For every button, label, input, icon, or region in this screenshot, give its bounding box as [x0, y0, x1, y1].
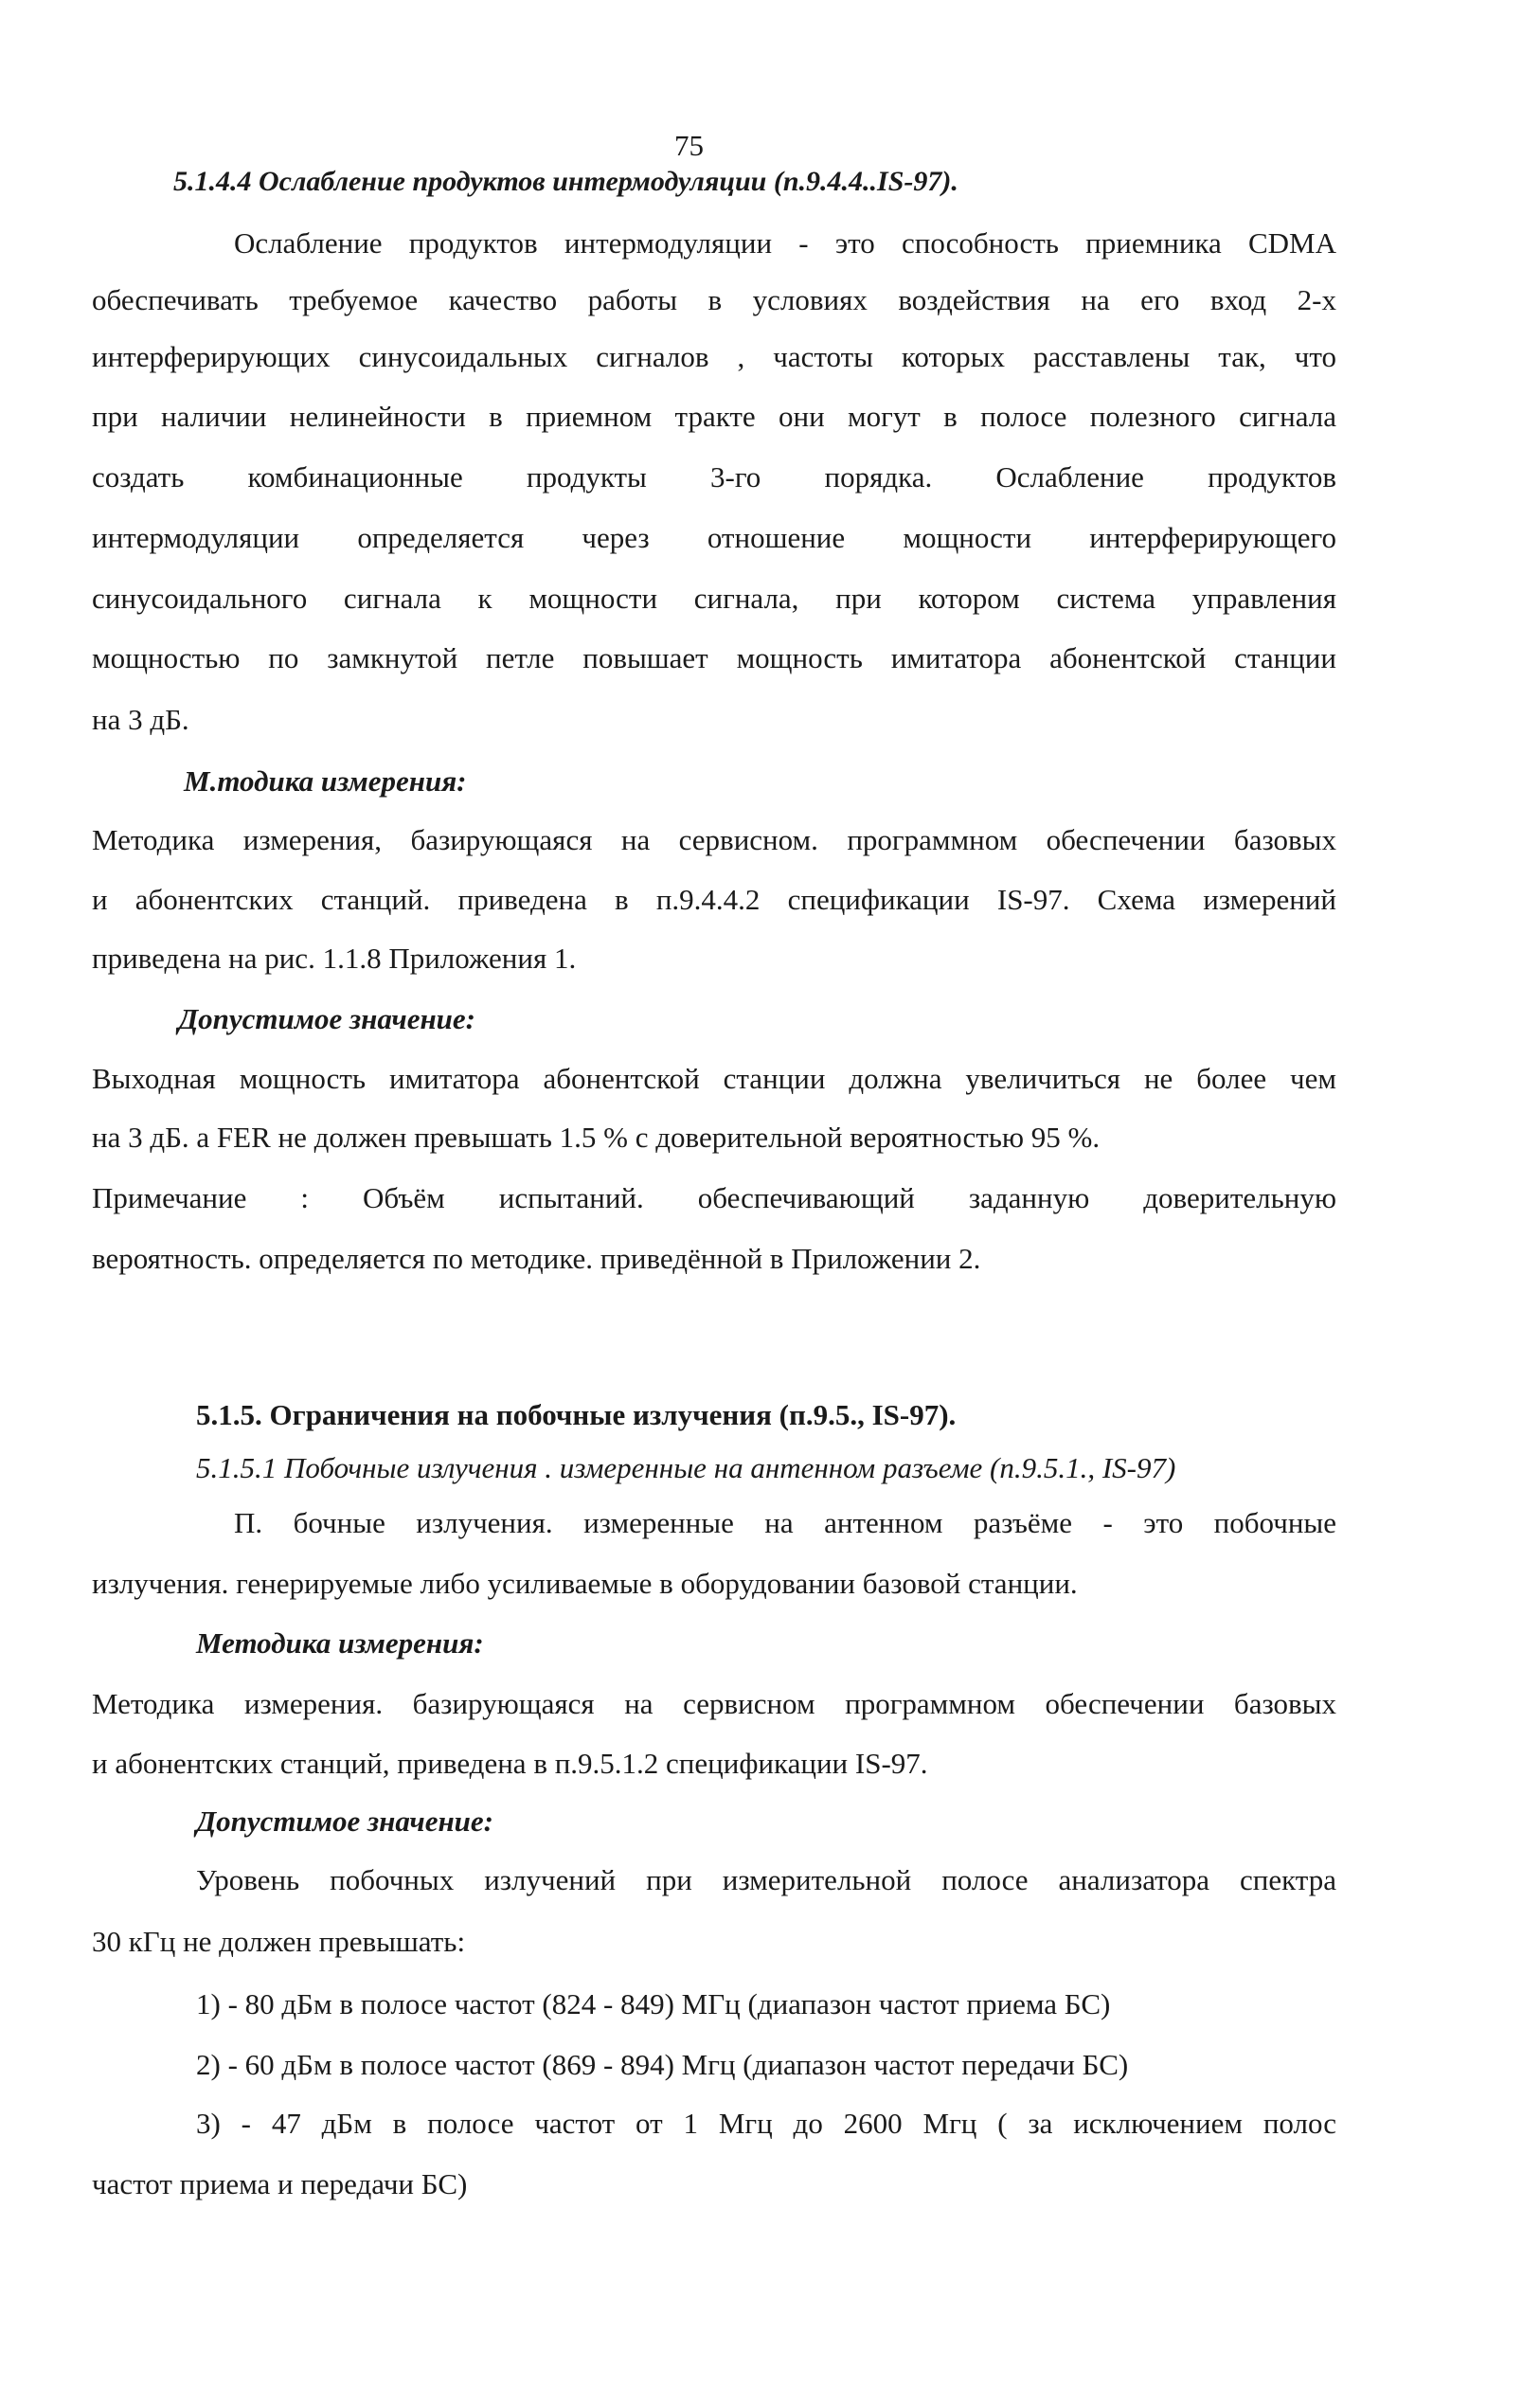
paragraph-line: обеспечивать требуемое качество работы в условиях воздействия на его вход 2-х — [92, 283, 1336, 316]
list-item: 3) - 47 дБм в полосе частот от 1 Мгц до 2600 Мгц ( за исключением полос — [196, 2107, 1336, 2140]
paragraph-line: при наличии нелинейности в приемном тракте они могут в полосе полезного сигнала — [92, 400, 1336, 433]
paragraph-line: Методика измерения, базирующаяся на сервисном. программном обеспечении базовых — [92, 823, 1336, 856]
paragraph-line: создать комбинационные продукты 3-го порядка. Ослабление продуктов — [92, 460, 1336, 494]
paragraph-line: и абонентских станций, приведена в п.9.5.1.2 спецификации IS-97. — [92, 1747, 928, 1780]
paragraph-line: мощностью по замкнутой петле повышает мощность имитатора абонентской станции — [92, 641, 1336, 674]
paragraph-line: и абонентских станций. приведена в п.9.4.4.2 спецификации IS-97. Схема измерений — [92, 883, 1336, 916]
method-heading: Методика измерения: — [196, 1626, 484, 1660]
paragraph-line: Методика измерения. базирующаяся на сервисном программном обеспечении базовых — [92, 1687, 1336, 1720]
list-item: 2) - 60 дБм в полосе частот (869 - 894) Мгц (диапазон частот передачи БС) — [196, 2048, 1129, 2081]
paragraph-line: П. бочные излучения. измеренные на антенном разъёме - это побочные — [234, 1506, 1336, 1539]
paragraph-line: излучения. генерируемые либо усиливаемые в оборудовании базовой станции. — [92, 1567, 1078, 1600]
list-item-continuation: частот приема и передачи БС) — [92, 2167, 468, 2200]
paragraph-line: Ослабление продуктов интермодуляции - это способность приемника CDMA — [234, 226, 1336, 260]
section-heading-5-1-4-4: 5.1.4.4 Ослабление продуктов интермодуляции (п.9.4.4..IS-97). — [173, 166, 958, 197]
paragraph-line: 30 кГц не должен превышать: — [92, 1925, 466, 1958]
paragraph-line: синусоидального сигнала к мощности сигнала, при котором система управления — [92, 582, 1336, 615]
paragraph-line: на 3 дБ. — [92, 703, 189, 736]
list-item: 1) - 80 дБм в полосе частот (824 - 849) МГц (диапазон частот приема БС) — [196, 1987, 1111, 2020]
allowed-value-heading: Допустимое значение: — [196, 1804, 493, 1838]
allowed-value-heading: Допустимое значение: — [178, 1002, 475, 1035]
paragraph-line: Выходная мощность имитатора абонентской станции должна увеличиться не более чем — [92, 1062, 1336, 1095]
subsection-heading-5-1-5-1: 5.1.5.1 Побочные излучения . измеренные на антенном разъеме (п.9.5.1., IS-97) — [196, 1451, 1176, 1484]
note-line: вероятность. определяется по методике. приведённой в Приложении 2. — [92, 1242, 981, 1275]
page-number: 75 — [674, 129, 704, 162]
note-line: Примечание : Объём испытаний. обеспечивающий заданную доверительную — [92, 1181, 1336, 1214]
paragraph-line: Уровень побочных излучений при измерительной полосе анализатора спектра — [196, 1863, 1336, 1896]
paragraph-line: интерферирующих синусоидальных сигналов , частоты которых расставлены так, что — [92, 340, 1336, 373]
paragraph-line: интермодуляции определяется через отношение мощности интерферирующего — [92, 521, 1336, 554]
method-heading: М.тодика измерения: — [184, 764, 467, 798]
paragraph-line: на 3 дБ. а FER не должен превышать 1.5 % с доверительной вероятностью 95 %. — [92, 1121, 1101, 1154]
paragraph-line: приведена на рис. 1.1.8 Приложения 1. — [92, 942, 577, 975]
section-heading-5-1-5: 5.1.5. Ограничения на побочные излучения (п.9.5., IS-97). — [196, 1398, 957, 1431]
